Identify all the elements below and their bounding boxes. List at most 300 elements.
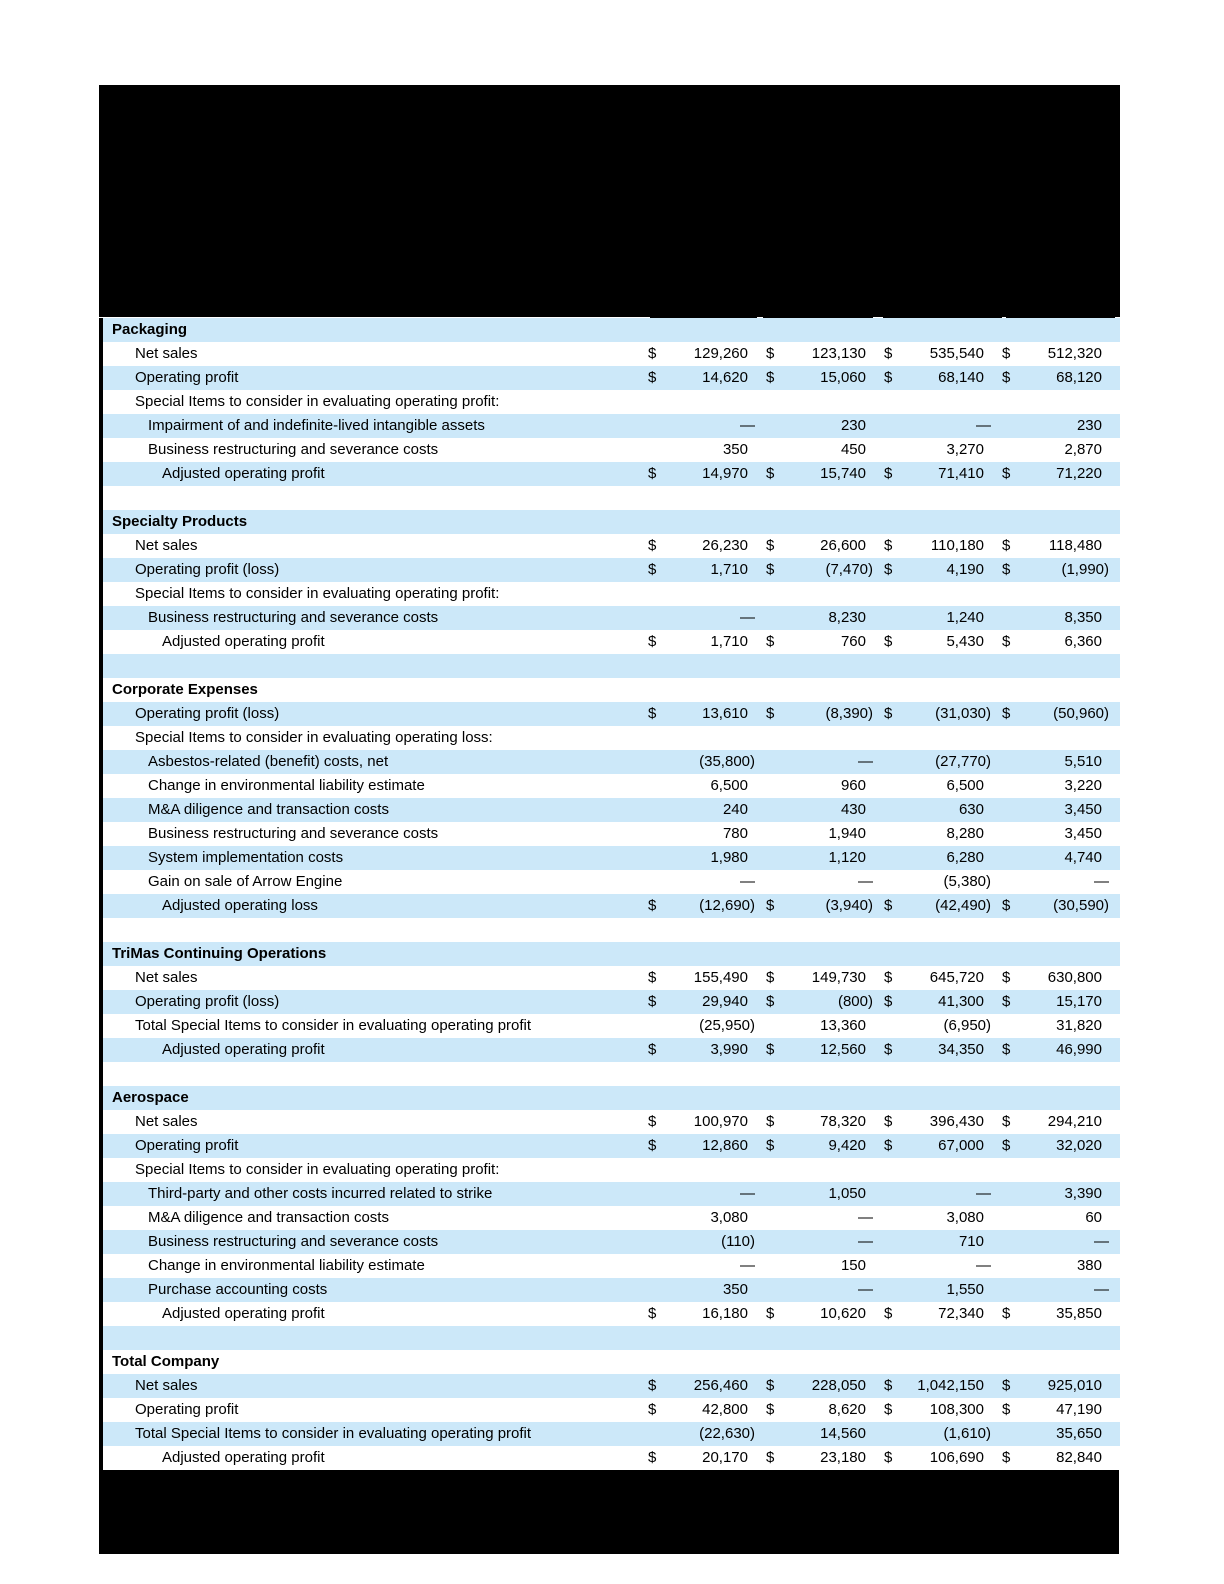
value-group [648, 1206, 766, 1230]
currency-symbol [648, 798, 662, 822]
value-group [648, 750, 766, 774]
currency-symbol: $ [648, 1377, 657, 1394]
value-group [766, 342, 884, 366]
value-cell: 29,940 [702, 993, 748, 1010]
value-group [1002, 1038, 1120, 1062]
currency-symbol: $ [766, 561, 775, 578]
value-cell: 15,060 [820, 369, 866, 386]
currency-symbol: $ [1002, 633, 1011, 650]
value-group [1002, 630, 1120, 654]
value-cell: (35,800) [699, 753, 755, 770]
value-cell: 8,230 [828, 609, 866, 626]
currency-symbol: $ [1002, 369, 1011, 386]
currency-symbol: $ [648, 1113, 657, 1130]
currency-symbol [766, 870, 780, 894]
value-group [648, 606, 766, 630]
value-group [648, 1134, 766, 1158]
currency-symbol: $ [766, 897, 775, 914]
value-cell: 20,170 [702, 1449, 748, 1466]
row-label: Business restructuring and severance costs [148, 1233, 439, 1250]
value-group [884, 1134, 1002, 1158]
value-group [1002, 558, 1120, 582]
currency-symbol [884, 798, 898, 822]
currency-symbol [1002, 822, 1016, 846]
value-cell: 380 [1076, 1257, 1102, 1274]
value-group [1002, 366, 1120, 390]
value-group [884, 822, 1002, 846]
currency-symbol: $ [884, 1137, 893, 1154]
value-cell: 14,620 [702, 369, 748, 386]
row-label: Change in environmental liability estimate [148, 1257, 425, 1274]
value-cell: (25,950) [699, 1017, 755, 1034]
value-group [884, 1014, 1002, 1038]
currency-symbol: $ [648, 537, 657, 554]
currency-symbol: $ [1002, 537, 1011, 554]
value-cell: 430 [840, 801, 866, 818]
value-cell: — [1094, 1233, 1109, 1250]
table-row [103, 462, 1120, 486]
table-row [103, 1182, 1120, 1206]
table-row [103, 1398, 1120, 1422]
currency-symbol: $ [1002, 969, 1011, 986]
row-label: Business restructuring and severance costs [148, 825, 439, 842]
value-group [1002, 702, 1120, 726]
value-cell: 4,190 [946, 561, 984, 578]
value-cell: 3,220 [1064, 777, 1102, 794]
table-row [103, 1374, 1120, 1398]
currency-symbol: $ [1002, 1449, 1011, 1466]
value-group [1002, 1206, 1120, 1230]
value-cell: 106,690 [929, 1449, 984, 1466]
value-cell: (5,380) [943, 873, 991, 890]
value-group [884, 1446, 1002, 1470]
value-group [648, 846, 766, 870]
currency-symbol [884, 1278, 898, 1302]
table-row [103, 1230, 1120, 1254]
value-cell: 108,300 [929, 1401, 984, 1418]
currency-symbol: $ [884, 705, 893, 722]
row-label: Operating profit [135, 1401, 239, 1418]
value-cell: 68,140 [938, 369, 984, 386]
value-group [648, 822, 766, 846]
value-cell: — [740, 417, 755, 434]
value-cell: 3,080 [946, 1209, 984, 1226]
value-group [766, 894, 884, 918]
currency-symbol: $ [648, 969, 657, 986]
value-group [648, 1110, 766, 1134]
currency-symbol [648, 1206, 662, 1230]
value-group [1002, 870, 1120, 894]
value-cell: (30,590) [1053, 897, 1109, 914]
currency-symbol: $ [884, 633, 893, 650]
value-group [648, 702, 766, 726]
value-group [648, 1014, 766, 1038]
value-group [1002, 1302, 1120, 1326]
value-group [648, 1302, 766, 1326]
currency-symbol: $ [1002, 1305, 1011, 1322]
row-label: Third-party and other costs incurred related to strike [148, 1185, 493, 1202]
currency-symbol [648, 606, 662, 630]
spacer-row [103, 918, 1120, 942]
value-cell: 230 [840, 417, 866, 434]
value-cell: 155,490 [693, 969, 748, 986]
currency-symbol: $ [766, 345, 775, 362]
value-cell: 68,120 [1056, 369, 1102, 386]
currency-symbol: $ [648, 705, 657, 722]
value-cell: 10,620 [820, 1305, 866, 1322]
currency-symbol: $ [884, 345, 893, 362]
row-label: Operating profit (loss) [135, 993, 280, 1010]
currency-symbol: $ [766, 993, 775, 1010]
value-group [766, 1110, 884, 1134]
table-row [103, 750, 1120, 774]
value-cell: 1,240 [946, 609, 984, 626]
row-label: Net sales [135, 1377, 198, 1394]
table-row [103, 606, 1120, 630]
currency-symbol: $ [1002, 1377, 1011, 1394]
value-group [884, 1206, 1002, 1230]
spacer-row [103, 1062, 1120, 1086]
table-row [103, 846, 1120, 870]
row-label: Impairment of and indefinite-lived intangible assets [148, 417, 485, 434]
value-group [884, 966, 1002, 990]
currency-symbol [766, 1422, 780, 1446]
value-cell: 9,420 [828, 1137, 866, 1154]
value-group [1002, 1422, 1120, 1446]
value-cell: 4,740 [1064, 849, 1102, 866]
currency-symbol: $ [1002, 1401, 1011, 1418]
value-cell: 230 [1076, 417, 1102, 434]
value-group [1002, 1254, 1120, 1278]
value-cell: (110) [721, 1233, 755, 1250]
row-label: Net sales [135, 345, 198, 362]
value-group [648, 1038, 766, 1062]
row-label: Asbestos-related (benefit) costs, net [148, 753, 389, 770]
value-cell: (3,940) [825, 897, 873, 914]
value-cell: — [858, 873, 873, 890]
currency-symbol: $ [884, 1401, 893, 1418]
currency-symbol: $ [884, 561, 893, 578]
currency-symbol [1002, 870, 1016, 894]
section-title: Corporate Expenses [112, 681, 258, 698]
currency-symbol [1002, 438, 1016, 462]
currency-symbol [884, 870, 898, 894]
table-row [103, 558, 1120, 582]
currency-symbol [766, 846, 780, 870]
value-group [884, 774, 1002, 798]
table-row [103, 390, 1120, 414]
table-row [103, 990, 1120, 1014]
value-cell: (12,690) [699, 897, 755, 914]
section-header-row [103, 318, 1120, 342]
currency-symbol [884, 846, 898, 870]
value-group [766, 1398, 884, 1422]
value-cell: 41,300 [938, 993, 984, 1010]
table-row [103, 1038, 1120, 1062]
value-group [648, 1182, 766, 1206]
currency-symbol: $ [648, 369, 657, 386]
row-label: Operating profit [135, 1137, 239, 1154]
value-cell: 6,500 [946, 777, 984, 794]
value-cell: 1,710 [710, 561, 748, 578]
currency-symbol: $ [1002, 465, 1011, 482]
value-cell: 15,170 [1056, 993, 1102, 1010]
value-group [766, 1302, 884, 1326]
currency-symbol [766, 1254, 780, 1278]
currency-symbol: $ [1002, 1113, 1011, 1130]
currency-symbol [648, 846, 662, 870]
currency-symbol: $ [648, 1449, 657, 1466]
currency-symbol: $ [884, 1305, 893, 1322]
currency-symbol: $ [884, 1041, 893, 1058]
currency-symbol: $ [766, 1137, 775, 1154]
value-cell: 110,180 [930, 537, 984, 554]
currency-symbol: $ [648, 1401, 657, 1418]
value-cell: (6,950) [943, 1017, 991, 1034]
value-cell: 8,280 [946, 825, 984, 842]
currency-symbol [766, 1278, 780, 1302]
value-group [1002, 438, 1120, 462]
value-group [884, 1182, 1002, 1206]
value-cell: — [976, 417, 991, 434]
section-header-row [103, 942, 1120, 966]
currency-symbol: $ [884, 993, 893, 1010]
value-cell: (7,470) [825, 561, 873, 578]
value-cell: 1,050 [828, 1185, 866, 1202]
value-cell: 14,560 [820, 1425, 866, 1442]
table-row [103, 822, 1120, 846]
value-cell: 1,710 [710, 633, 748, 650]
value-cell: — [740, 1185, 755, 1202]
row-label: Adjusted operating profit [162, 1041, 325, 1058]
value-group [766, 414, 884, 438]
value-group [884, 870, 1002, 894]
value-group [884, 1374, 1002, 1398]
row-label: System implementation costs [148, 849, 344, 866]
table-row [103, 894, 1120, 918]
value-group [766, 606, 884, 630]
value-cell: 42,800 [702, 1401, 748, 1418]
value-cell: 6,280 [946, 849, 984, 866]
value-group [884, 750, 1002, 774]
value-group [1002, 606, 1120, 630]
value-cell: 31,820 [1056, 1017, 1102, 1034]
table-row [103, 1158, 1120, 1182]
value-group [766, 630, 884, 654]
value-cell: (31,030) [935, 705, 991, 722]
value-group [766, 870, 884, 894]
value-group [766, 1230, 884, 1254]
row-label: Adjusted operating profit [162, 633, 325, 650]
spacer-row [103, 654, 1120, 678]
value-group [648, 1254, 766, 1278]
currency-symbol: $ [648, 993, 657, 1010]
table-row [103, 366, 1120, 390]
section-title: Total Company [112, 1353, 220, 1370]
value-cell: 630 [958, 801, 984, 818]
value-group [648, 894, 766, 918]
value-group [1002, 1446, 1120, 1470]
currency-symbol [766, 798, 780, 822]
value-cell: (1,990) [1061, 561, 1109, 578]
currency-symbol: $ [1002, 345, 1011, 362]
row-label: Special Items to consider in evaluating operating profit: [135, 585, 500, 602]
value-cell: — [976, 1185, 991, 1202]
currency-symbol [1002, 1014, 1016, 1038]
currency-symbol [766, 1182, 780, 1206]
value-cell: (42,490) [935, 897, 991, 914]
currency-symbol [884, 774, 898, 798]
row-label: Total Special Items to consider in evaluating operating profit [135, 1425, 532, 1442]
table-row [103, 342, 1120, 366]
value-cell: 46,990 [1056, 1041, 1102, 1058]
value-group [884, 1302, 1002, 1326]
currency-symbol [884, 1422, 898, 1446]
value-group [884, 462, 1002, 486]
currency-symbol: $ [884, 465, 893, 482]
currency-symbol: $ [766, 1041, 775, 1058]
value-group [1002, 1134, 1120, 1158]
value-cell: 228,050 [811, 1377, 866, 1394]
value-cell: (50,960) [1053, 705, 1109, 722]
currency-symbol [766, 1230, 780, 1254]
section-header-row [103, 510, 1120, 534]
value-group [648, 366, 766, 390]
currency-symbol [884, 1230, 898, 1254]
value-cell: 350 [722, 441, 748, 458]
value-cell: 47,190 [1056, 1401, 1102, 1418]
table-row [103, 1206, 1120, 1230]
value-group [884, 366, 1002, 390]
value-cell: 350 [722, 1281, 748, 1298]
section-header-row [103, 1350, 1120, 1374]
value-group [884, 1278, 1002, 1302]
currency-symbol [884, 438, 898, 462]
value-cell: 12,860 [702, 1137, 748, 1154]
table-row [103, 630, 1120, 654]
value-cell: — [976, 1257, 991, 1274]
spacer-row [103, 486, 1120, 510]
value-group [884, 894, 1002, 918]
value-cell: 645,720 [929, 969, 984, 986]
currency-symbol: $ [766, 465, 775, 482]
value-cell: 630,800 [1047, 969, 1102, 986]
table-row [103, 1014, 1120, 1038]
currency-symbol: $ [648, 465, 657, 482]
currency-symbol [884, 1182, 898, 1206]
value-group [884, 1110, 1002, 1134]
value-cell: 71,220 [1056, 465, 1102, 482]
value-group [884, 558, 1002, 582]
value-group [766, 846, 884, 870]
value-group [766, 1374, 884, 1398]
value-cell: 8,350 [1064, 609, 1102, 626]
value-group [766, 1134, 884, 1158]
value-group [1002, 414, 1120, 438]
value-cell: 3,390 [1064, 1185, 1102, 1202]
value-group [1002, 1110, 1120, 1134]
currency-symbol: $ [884, 969, 893, 986]
value-group [1002, 774, 1120, 798]
row-label: Special Items to consider in evaluating operating profit: [135, 393, 500, 410]
currency-symbol [766, 606, 780, 630]
currency-symbol: $ [648, 1041, 657, 1058]
value-group [1002, 750, 1120, 774]
currency-symbol [1002, 846, 1016, 870]
currency-symbol: $ [1002, 705, 1011, 722]
currency-symbol: $ [884, 1449, 893, 1466]
value-cell: 13,610 [702, 705, 748, 722]
currency-symbol [648, 1278, 662, 1302]
currency-symbol: $ [766, 1401, 775, 1418]
value-cell: — [858, 1281, 873, 1298]
value-cell: 3,270 [946, 441, 984, 458]
value-group [884, 1038, 1002, 1062]
currency-symbol [648, 1182, 662, 1206]
value-cell: 118,480 [1048, 537, 1102, 554]
value-cell: — [1094, 873, 1109, 890]
value-group [648, 774, 766, 798]
value-cell: (800) [837, 993, 873, 1010]
section-header-row [103, 1086, 1120, 1110]
value-group [648, 1446, 766, 1470]
value-cell: — [740, 609, 755, 626]
value-cell: (1,610) [943, 1425, 991, 1442]
currency-symbol: $ [648, 345, 657, 362]
row-label: Special Items to consider in evaluating operating profit: [135, 1161, 500, 1178]
table-row [103, 1254, 1120, 1278]
currency-symbol [1002, 1254, 1016, 1278]
row-label: Operating profit (loss) [135, 561, 280, 578]
table-row [103, 1302, 1120, 1326]
value-group [1002, 1398, 1120, 1422]
value-cell: 256,460 [693, 1377, 748, 1394]
currency-symbol [648, 1014, 662, 1038]
value-cell: 396,430 [929, 1113, 984, 1130]
value-group [884, 990, 1002, 1014]
value-cell: 2,870 [1064, 441, 1102, 458]
currency-symbol [1002, 1422, 1016, 1446]
redacted-footer-block [99, 1470, 1119, 1554]
value-cell: 82,840 [1056, 1449, 1102, 1466]
value-group [766, 1182, 884, 1206]
currency-symbol: $ [648, 633, 657, 650]
value-cell: — [740, 873, 755, 890]
value-cell: (27,770) [935, 753, 991, 770]
value-cell: 1,042,150 [917, 1377, 984, 1394]
row-label: Special Items to consider in evaluating operating loss: [135, 729, 493, 746]
table-row [103, 582, 1120, 606]
value-group [766, 750, 884, 774]
currency-symbol [884, 1014, 898, 1038]
currency-symbol [1002, 1230, 1016, 1254]
value-cell: 3,080 [710, 1209, 748, 1226]
currency-symbol: $ [884, 369, 893, 386]
value-cell: 5,430 [946, 633, 984, 650]
value-cell: 26,230 [702, 537, 748, 554]
value-cell: 3,450 [1064, 801, 1102, 818]
table-row [103, 438, 1120, 462]
value-group [648, 462, 766, 486]
currency-symbol: $ [766, 537, 775, 554]
currency-symbol [1002, 1278, 1016, 1302]
value-cell: — [858, 1233, 873, 1250]
value-group [766, 822, 884, 846]
currency-symbol [1002, 1182, 1016, 1206]
section-title: Packaging [112, 321, 188, 338]
value-cell: 72,340 [938, 1305, 984, 1322]
value-group [884, 1398, 1002, 1422]
